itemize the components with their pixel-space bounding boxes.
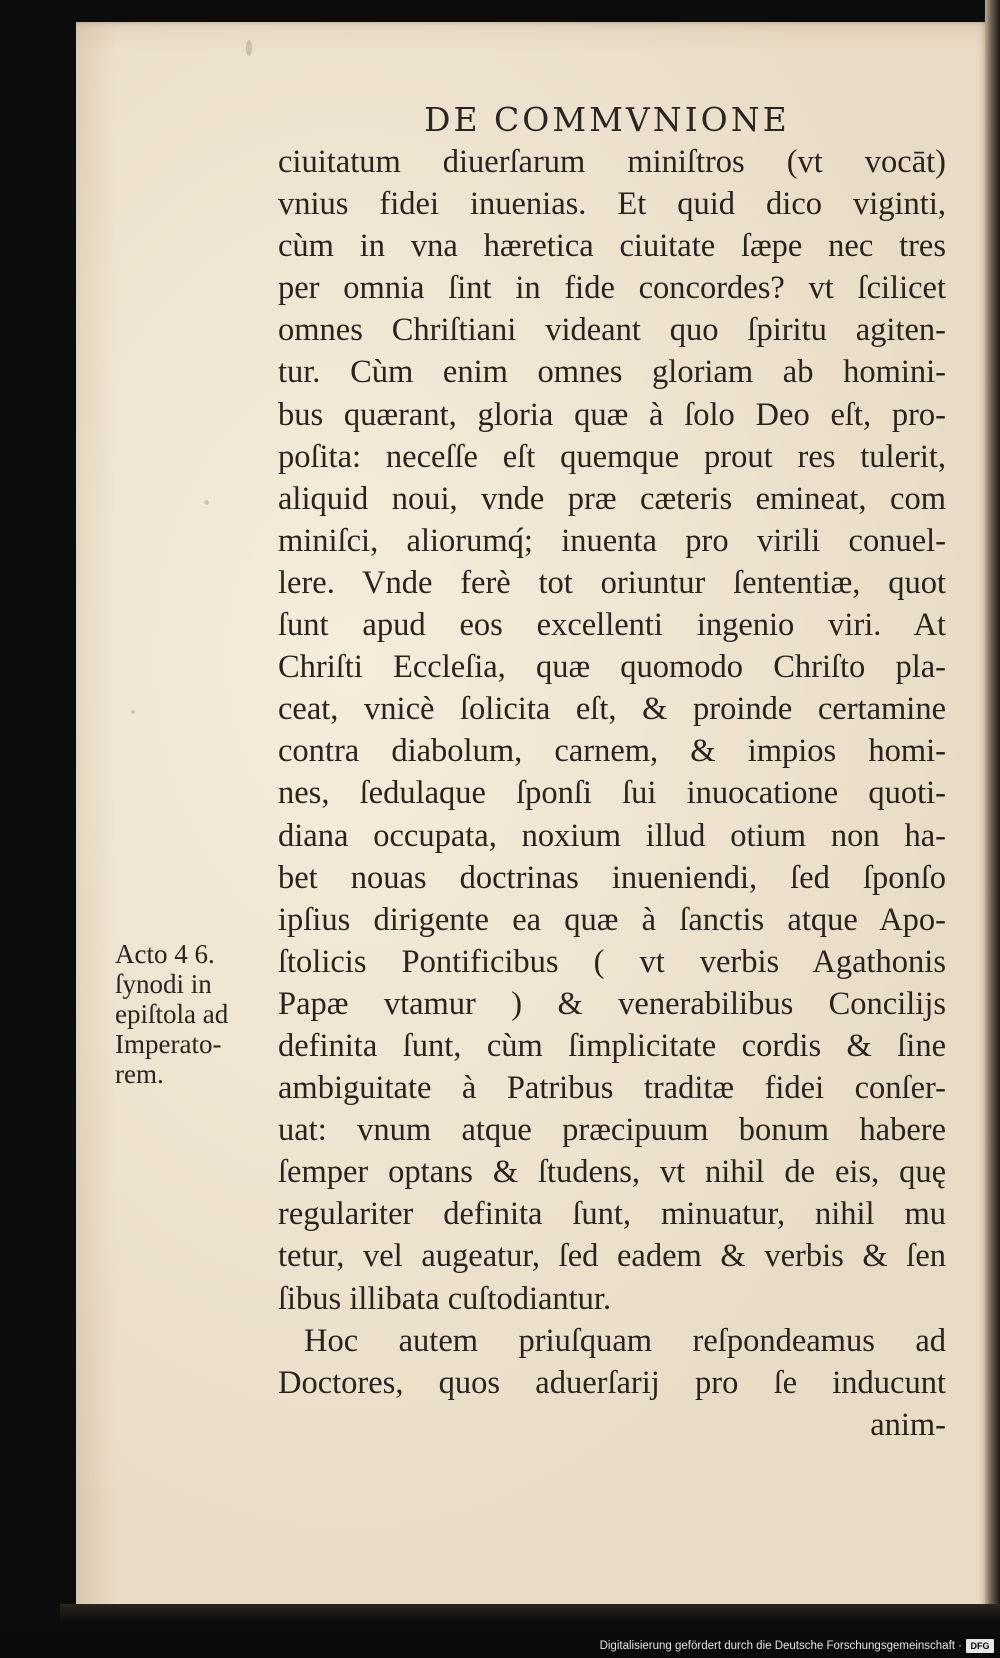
- text-line: ceat, vnicè ſolicita eſt, & proinde certamine: [278, 691, 946, 728]
- text-line: nes, ſedulaque ſponſi ſui inuocatione quoti-: [278, 775, 946, 812]
- catchword: anim-: [870, 1406, 946, 1443]
- text-line: vnius fidei inuenias. Et quid dico viginti,: [278, 186, 946, 223]
- text-line: diana occupata, noxium illud otium non ha-: [278, 817, 946, 854]
- text-line: ſtolicis Pontificibus ( vt verbis Agathonis: [278, 943, 946, 980]
- text-line: Hoc autem priuſquam reſpondeamus ad: [304, 1322, 946, 1359]
- text-line: bus quærant, gloria quæ à ſolo Deo eſt, pro-: [278, 396, 946, 433]
- text-line: ſunt apud eos excellenti ingenio viri. At: [278, 607, 946, 644]
- text-line: cùm in vna hæretica ciuitate ſæpe nec tres: [278, 228, 946, 265]
- page-bottom-shadow: [60, 1604, 1000, 1622]
- text-line: Papæ vtamur ) & venerabilibus Concilijs: [278, 985, 946, 1022]
- text-line: regulariter definita ſunt, minuatur, nihil mu: [278, 1196, 946, 1233]
- text-line: ambiguitate à Patribus traditæ fidei conſer-: [278, 1070, 946, 1107]
- text-line: definita ſunt, cùm ſimplicitate cordis & ſine: [278, 1027, 946, 1064]
- running-head: DE COMMVNIONE: [424, 100, 790, 139]
- text-line: aliquid noui, vnde præ cæteris emineat, com: [278, 480, 946, 517]
- funding-credit: Digitalisierung gefördert durch die Deutsche Forschungsgemeinschaft ·: [599, 1640, 962, 1652]
- margin-note-line: rem.: [115, 1059, 164, 1089]
- text-line: bet nouas doctrinas inueniendi, ſed ſponſo: [278, 859, 946, 896]
- text-line: Doctores, quos aduerſarij pro ſe inducunt: [278, 1364, 946, 1401]
- text-line: uat: vnum atque præcipuum bonum habere: [278, 1112, 946, 1149]
- margin-note-line: ſynodi in: [115, 969, 212, 999]
- paper-blemish: [204, 500, 209, 505]
- text-line: omnes Chriſtiani videant quo ſpiritu agiten-: [278, 312, 946, 349]
- dfg-logo: DFG: [966, 1639, 994, 1653]
- text-line: ipſius dirigente ea quæ à ſanctis atque Apo-: [278, 901, 946, 938]
- text-line: tur. Cùm enim omnes gloriam ab homini-: [278, 354, 946, 391]
- text-line: contra diabolum, carnem, & impios homi-: [278, 733, 946, 770]
- text-line: ſibus illibata cuſtodiantur.: [278, 1280, 612, 1317]
- body-text: [278, 141, 946, 1446]
- text-line: ſemper optans & ſtudens, vt nihil de eis, quę: [278, 1154, 946, 1191]
- margin-note-line: epiſtola ad: [115, 999, 229, 1029]
- text-line: poſita: neceſſe eſt quemque prout res tulerit,: [278, 438, 946, 475]
- margin-note-line: Imperato-: [115, 1029, 222, 1059]
- paper-blemish: [246, 40, 252, 56]
- text-line: Chriſti Eccleſia, quæ quomodo Chriſto pla-: [278, 649, 946, 686]
- text-line: ciuitatum diuerſarum miniſtros (vt vocāt): [278, 144, 946, 180]
- text-line: tetur, vel augeatur, ſed eadem & verbis & ſen: [278, 1238, 946, 1275]
- margin-note-line: Acto 4 6.: [115, 939, 215, 969]
- text-line: per omnia ſint in fide concordes? vt ſcilicet: [278, 270, 946, 307]
- text-line: lere. Vnde ferè tot oriuntur ſententiæ, quot: [278, 564, 946, 601]
- text-line: miniſci, aliorumq́; inuenta pro virili conuel-: [278, 522, 946, 559]
- margin-note: [115, 939, 275, 1089]
- page-edge: [985, 0, 1000, 1610]
- paper-blemish: [131, 710, 135, 714]
